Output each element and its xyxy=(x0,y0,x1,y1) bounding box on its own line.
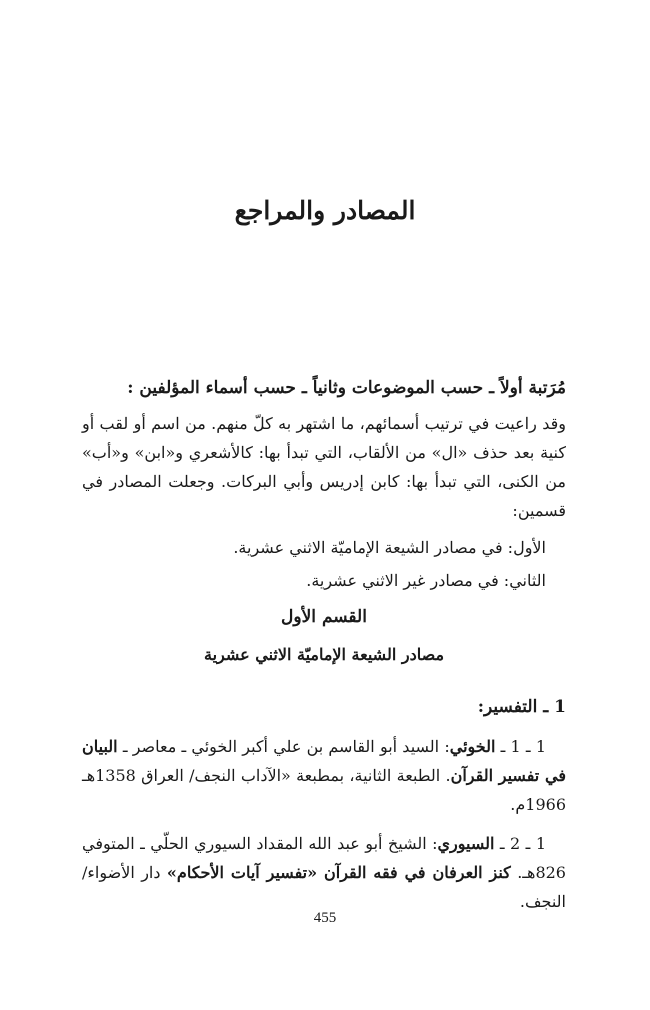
entry-author: السيوري xyxy=(437,834,495,853)
entry-author: الخوئي xyxy=(449,737,496,756)
section-title: القسم الأول xyxy=(281,607,367,627)
entry-publication: . الطبعة الثانية، بمطبعة «الآداب النجف/ العراق 1358هـ 1966م. xyxy=(82,766,566,814)
entry-number: 1 ـ 1 ـ xyxy=(500,737,546,756)
page-number: 455 xyxy=(313,910,337,926)
part-two-description: الثاني: في مصادر غير الاثني عشرية. xyxy=(306,571,546,590)
entry-publication: دار الأضواء/ النجف. xyxy=(82,863,566,911)
bibliography-entry xyxy=(82,829,566,916)
part-one-description: الأول: في مصادر الشيعة الإماميّة الاثني عشرية. xyxy=(233,538,546,557)
entry-details: : الشيخ أبو عبد الله المقداد السيوري الحلّي ـ المتوفي 826هـ. xyxy=(82,834,566,882)
entry-book-title: كنز العرفان في فقه القرآن «تفسير آيات الأحكام» xyxy=(166,863,511,882)
page-body xyxy=(82,374,566,916)
page-title: المصادر والمراجع xyxy=(234,196,416,225)
entry-details: : السيد أبو القاسم بن علي أكبر الخوئي ـ معاصر ـ xyxy=(122,737,450,756)
intro-paragraph: وقد راعيت في ترتيب أسمائهم، ما اشتهر به كلّ منهم. من اسم أو لقب أو كنية بعد حذف «ال» من الألقاب، التي تبدأ بها: كالأشعري و«ابن» و«أب» من الكنى، التي تبدأ بها: كابن إدريس وأبي البركات. وجعلت المصادر في قسمين: xyxy=(82,414,566,520)
entry-number: 1 ـ 2 ـ xyxy=(499,834,547,853)
category-heading: 1 ـ التفسير: xyxy=(477,697,566,717)
entry-book-title: البيان في تفسير القرآن xyxy=(82,737,566,785)
bibliography-entry xyxy=(82,732,566,819)
section-subtitle: مصادر الشيعة الإماميّة الاثني عشرية xyxy=(203,645,445,664)
intro-heading: مُرَتبة أولاً ـ حسب الموضوعات وثانياً ـ حسب أسماء المؤلفين : xyxy=(127,378,566,398)
